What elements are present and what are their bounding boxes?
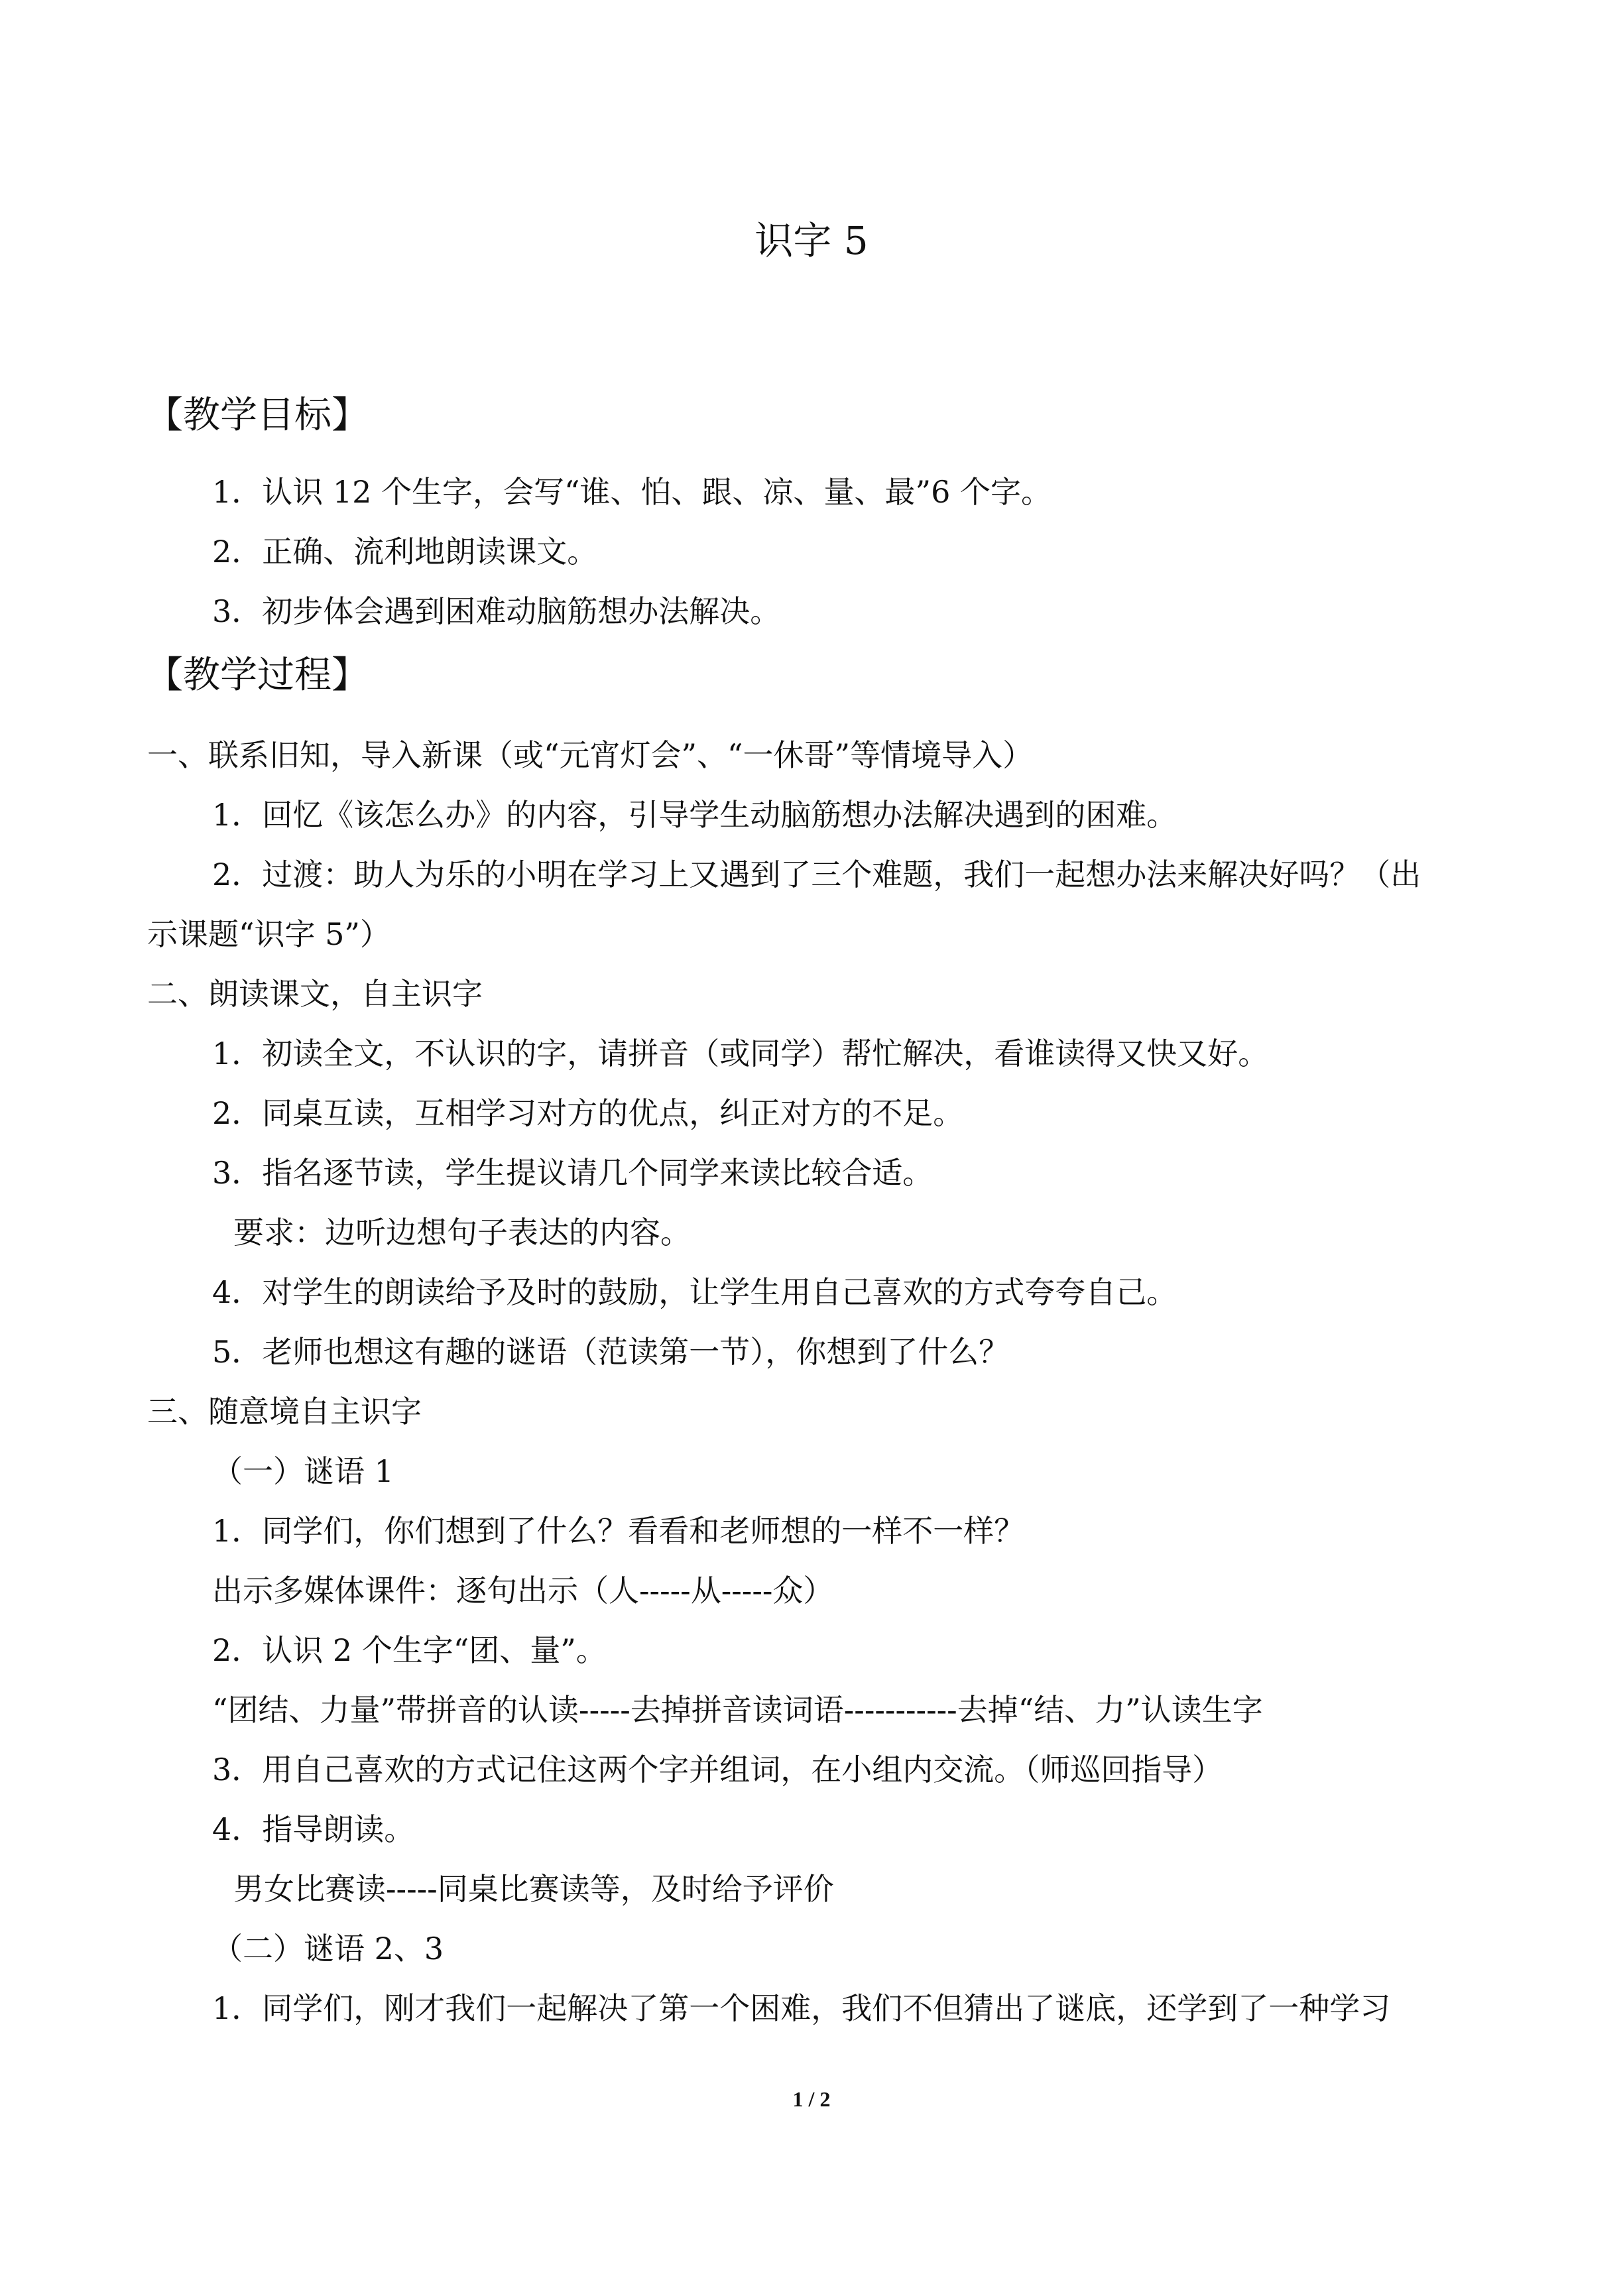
page-title: 识字 5 xyxy=(754,218,869,263)
text-line: 1．同学们，你们想到了什么？看看和老师想的一样不一样？ xyxy=(212,1513,1025,1549)
text-line: 5．老师也想这有趣的谜语（范读第一节），你想到了什么？ xyxy=(212,1334,1010,1370)
text-line: （二）谜语 2、3 xyxy=(212,1931,444,1966)
text-line: 3．指名逐节读，学生提议请几个同学来读比较合适。 xyxy=(212,1155,933,1191)
text-line: 2．正确、流利地朗读课文。 xyxy=(212,534,598,570)
text-line: 2．过渡：助人为乐的小明在学习上又遇到了三个难题，我们一起想办法来解决好吗？（出 xyxy=(212,857,1421,892)
text-line: “团结、力量”带拼音的认读-----去掉拼音读词语-----------去掉“结、力”认读生字 xyxy=(212,1692,1263,1728)
text-line: 要求：边听边想句子表达的内容。 xyxy=(233,1215,691,1250)
text-line: 2．认识 2 个生字“团、量”。 xyxy=(212,1632,607,1668)
section-heading-process: 【教学过程】 xyxy=(146,654,369,697)
text-line: 3．初步体会遇到困难动脑筋想办法解决。 xyxy=(212,593,781,629)
text-line: 4．对学生的朗读给予及时的鼓励，让学生用自己喜欢的方式夸夸自己。 xyxy=(212,1274,1177,1310)
text-line: 3．用自己喜欢的方式记住这两个字并组词，在小组内交流。（师巡回指导） xyxy=(212,1752,1223,1787)
text-line: 1．同学们，刚才我们一起解决了第一个困难，我们不但猜出了谜底，还学到了一种学习 xyxy=(212,1990,1391,2026)
text-line: （一）谜语 1 xyxy=(212,1453,394,1489)
text-line: 出示多媒体课件：逐句出示（人-----从-----众） xyxy=(212,1573,834,1608)
text-line: 一、联系旧知，导入新课（或“元宵灯会”、“一休哥”等情境导入） xyxy=(147,737,1034,773)
page-number: 1 / 2 xyxy=(792,2087,831,2111)
text-line: 1．回忆《该怎么办》的内容，引导学生动脑筋想办法解决遇到的困难。 xyxy=(212,797,1177,833)
text-line: 男女比赛读-----同桌比赛读等，及时给予评价 xyxy=(233,1871,834,1907)
text-line: 4．指导朗读。 xyxy=(212,1811,415,1847)
text-line: 二、朗读课文，自主识字 xyxy=(147,976,483,1012)
text-line: 2．同桌互读，互相学习对方的优点，纠正对方的不足。 xyxy=(212,1095,964,1131)
text-line: 示课题“识字 5”） xyxy=(147,916,391,952)
text-line: 三、随意境自主识字 xyxy=(147,1394,422,1429)
section-heading-objectives: 【教学目标】 xyxy=(146,394,369,437)
text-line: 1．认识 12 个生字，会写“谁、怕、跟、凉、量、最”6 个字。 xyxy=(212,474,1052,510)
text-line: 1．初读全文，不认识的字，请拼音（或同学）帮忙解决，看谁读得又快又好。 xyxy=(212,1036,1269,1071)
